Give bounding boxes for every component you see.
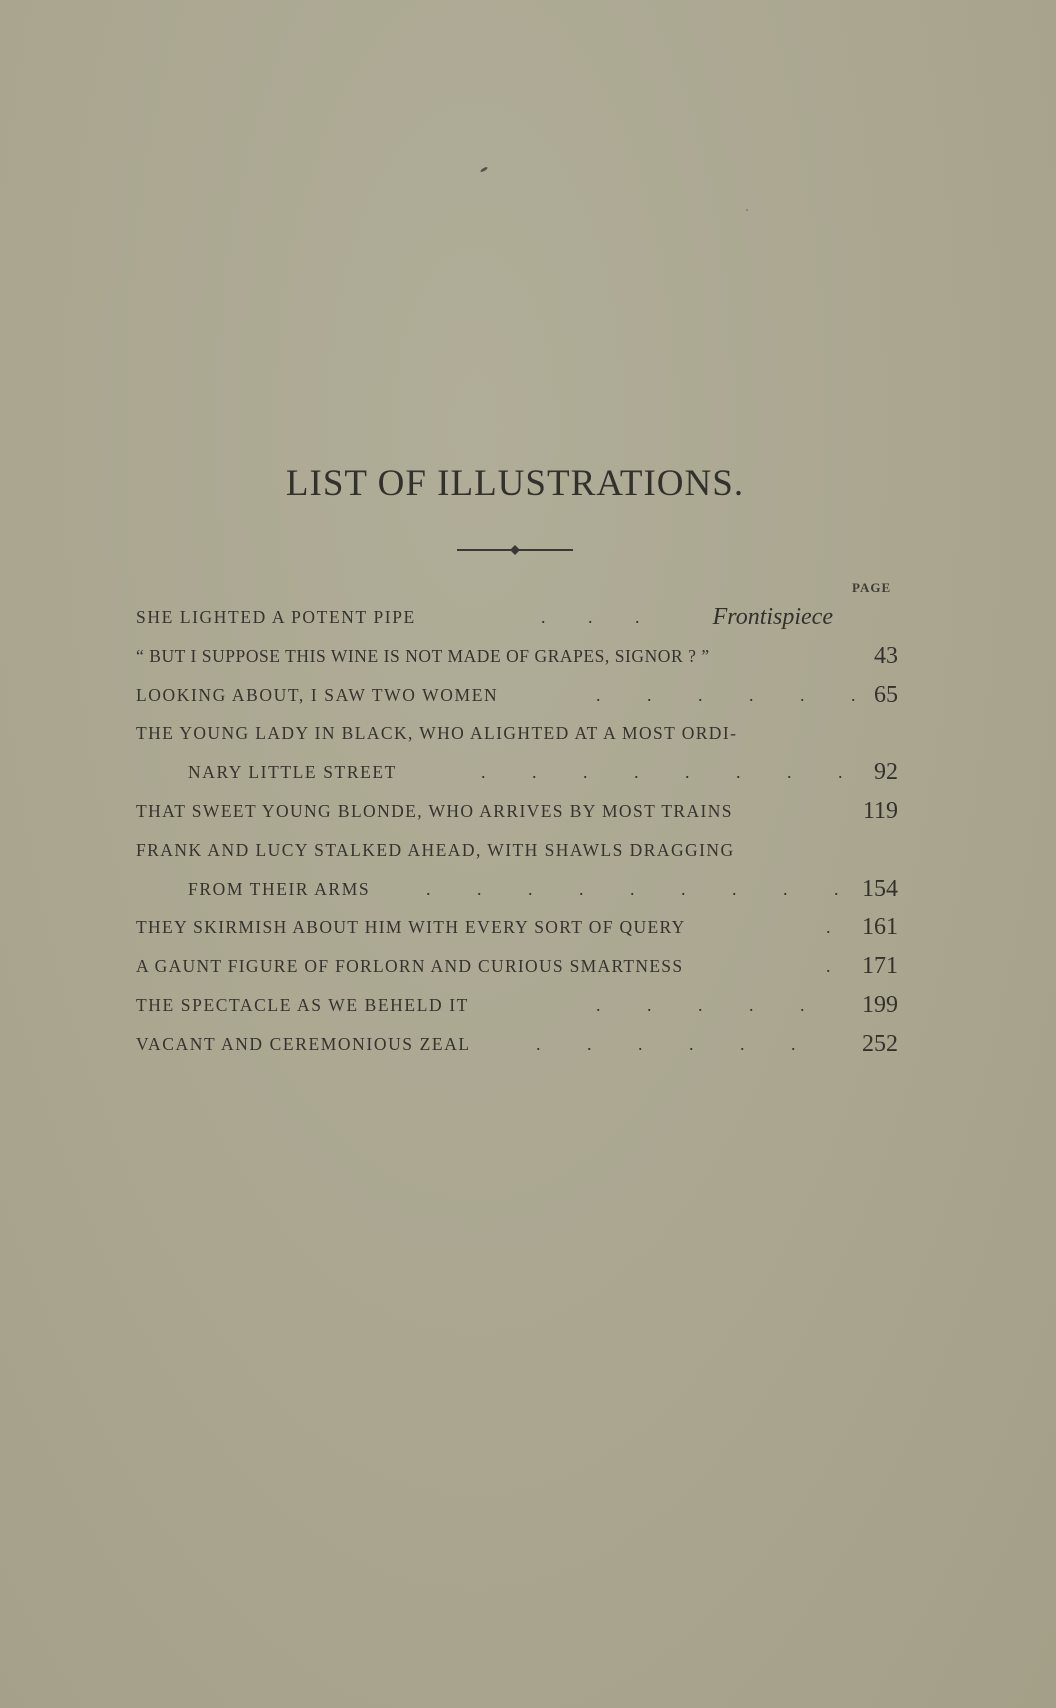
list-item [136,792,898,831]
entry-title: NARY LITTLE STREET [188,762,397,783]
entry-page: 199 [862,991,898,1018]
entry-title: SHE LIGHTED A POTENT PIPE [136,607,416,627]
dot-leader: . . . . . . . . [481,762,843,783]
entry-title: “ BUT I SUPPOSE THIS WINE IS NOT MADE OF GRAPES, SIGNOR ? ” [136,645,710,666]
list-item [136,637,898,676]
entry-page: 154 [862,875,898,902]
entry-title: LOOKING ABOUT, I SAW TWO WOMEN [136,684,499,705]
page-title: LIST OF ILLUSTRATIONS. [285,463,745,504]
entry-title: FROM THEIR ARMS [188,878,371,899]
list-item [136,986,898,1025]
entry-page: 252 [862,1030,898,1057]
list-item [136,1025,898,1064]
entry-title: THE YOUNG LADY IN BLACK, WHO ALIGHTED AT A MOST ORDI- [136,723,738,744]
entry-title: THAT SWEET YOUNG BLONDE, WHO ARRIVES BY MOST TRAINS [136,800,733,821]
dot-leader: . [826,917,831,938]
dot-leader: . . . . . [596,994,805,1015]
entry-title: VACANT AND CEREMONIOUS ZEAL [136,1033,471,1054]
list-item [136,598,898,637]
entry-title: A GAUNT FIGURE OF FORLORN AND CURIOUS SMARTNESS [136,956,684,977]
paper-speck [480,166,488,173]
entry-page: 171 [862,953,898,980]
entry-title: THE SPECTACLE AS WE BEHELD IT [136,994,469,1015]
dot-leader: . . . . . . . . . [426,878,839,899]
list-item [136,676,898,715]
list-item [136,714,898,753]
paper-speck [746,209,748,211]
list-item [136,947,898,986]
entry-title: FRANK AND LUCY STALKED AHEAD, WITH SHAWLS DRAGGING [136,839,735,860]
illustrations-list [136,598,898,1064]
dot-leader: . . . . . . [536,1033,796,1054]
dot-leader: . . . . . . [596,684,856,705]
entry-page: 161 [862,914,898,941]
list-item [136,831,898,870]
dot-leader: . [826,956,831,977]
entry-title: THEY SKIRMISH ABOUT HIM WITH EVERY SORT OF QUERY [136,917,686,938]
list-item [136,908,898,947]
entry-page: 43 [874,642,898,669]
entry-page: 65 [874,681,898,708]
dot-leader: . . . [541,607,640,627]
list-item-continuation [136,753,898,792]
ornament-rule [455,544,575,556]
entry-page: 92 [874,759,898,786]
list-item-continuation [136,870,898,909]
entry-page: Frontispiece [712,604,833,630]
entry-page: 119 [862,797,898,824]
page-column-header: PAGE [852,580,892,595]
